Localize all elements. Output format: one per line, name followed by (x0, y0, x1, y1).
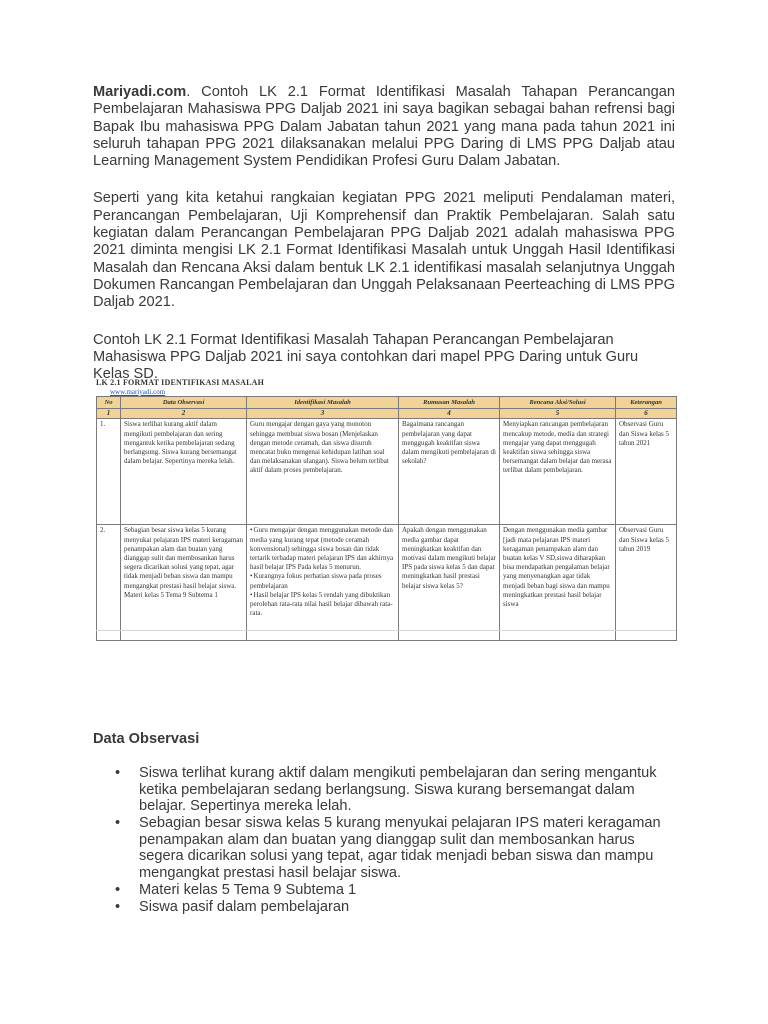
article-body (93, 84, 675, 383)
table-row (97, 419, 677, 525)
section-title: Data Observasi (93, 731, 200, 747)
intro-paragraph-3: Contoh LK 2.1 Format Identifikasi Masalah Tahapan Perancangan Pembelajaran Mahasiswa PPG Daljab 2021 ini saya contohkan dari mapel PPG Daring untuk Guru Kelas SD. (93, 331, 639, 383)
list-item-text: Siswa pasif dalam pembelajaran (139, 899, 350, 916)
brand-link[interactable]: Mariyadi.com (93, 84, 187, 100)
list-item-text: Siswa terlihat kurang aktif dalam mengikuti pembelajaran dan sering mengantuk ketika pembelajaran sedang berlangsung. Siswa kurang bersemangat dalam belajar. Sepertinya mereka lelah. (139, 765, 657, 815)
header-no: No (97, 397, 121, 409)
column-number: 4 (399, 409, 500, 419)
list-item-text: Materi kelas 5 Tema 9 Subtema 1 (139, 882, 357, 899)
observasi-list (93, 765, 673, 916)
column-number: 3 (247, 409, 399, 419)
cell-observasi: Siswa terlihat kurang aktif dalam mengikuti pembelajaran dan sering mengantuk ketika pembelajaran sedang berlangsung. Siswa kurang bersemangat dalam belajar. Sepertinya mereka lelah. (121, 419, 247, 525)
cell-keterangan: Observasi Guru dan Siswa kelas 5 tahun 2021 (616, 419, 677, 525)
list-item: • Hasil belajar IPS kelas 5 rendah yang dibuktikan perolehan rata-rata nilai hasil belajar dibawah rata-rata. (250, 591, 395, 619)
table-title: LK 2.1 FORMAT IDENTIFIKASI MASALAH (96, 378, 265, 387)
table-number-row (97, 409, 677, 419)
column-number: 1 (97, 409, 121, 419)
cell-rumusan: Apakah dengan menggunakan media gambar dapat meningkatkan keaktifan dan motivasi dalam mengikuti belajar IPS pada siswa kelas 5 dan dapat meningkatkan hasil prestasi belajar siswa kelas 5? (399, 525, 500, 641)
list-item (93, 765, 673, 815)
table-header-row (97, 397, 677, 409)
header-identifikasi: Identifikasi Masalah (247, 397, 399, 409)
column-number: 6 (616, 409, 677, 419)
list-item: • Guru mengajar dengan menggunakan metode dan media yang kurang tepat (metode ceramah konvensional) sehingga siswa bosan dan tidak tertarik terhadap materi pelajaran IPS dan akhirnya hasil belajar IPS Pada kelas 5 menurun. (250, 526, 395, 572)
header-observasi: Data Observasi (121, 397, 247, 409)
table-subtitle-link: www.mariyadi.com (110, 388, 166, 396)
cell-rumusan: Bagaimana rancangan pembelajaran yang dapat menggugah keaktifan siswa dalam mengikuti pembelajaran di sekolah? (399, 419, 500, 525)
bullet-icon: • (115, 882, 121, 899)
table-bottom-divider (96, 630, 676, 631)
intro-paragraph-2: Seperti yang kita ketahui rangkaian kegiatan PPG 2021 meliputi Pendalaman materi, Perancangan Pembelajaran, Uji Komprehensif dan Praktik Pembelajaran. Salah satu kegiatan dalam Perancangan Pembelajaran PPG Daljab 2021 adalah mahasiswa PPG 2021 diminta mengisi LK 2.1 Format Identifikasi Masalah untuk Unggah Hasil Identifikasi Masalah dan Rencana Aksi dalam bentuk LK 2.1 identifikasi masalah selanjutnya Unggah Dokumen Rancangan Pembelajaran dan Unggah Pelaksanaan Peerteaching di LMS PPG Daljab 2021. (93, 190, 675, 311)
cell-rencana: Dengan menggunakan media gambar [jadi mata pelajaran IPS materi keragaman penampakan alam dan buatan kelas V SD,siswa diharapkan bisa mendapatkan pengalaman belajar yang menyenangkan agar tidak menjadi beban bagi siswa dan mampu meningkatkan prestasi hasil belajar siswa (500, 525, 616, 641)
header-rumusan: Rumusan Masalah (399, 397, 500, 409)
lk-table-image (96, 376, 676, 638)
cell-keterangan: Observasi Guru dan Siswa kelas 5 tahun 2019 (616, 525, 677, 641)
column-number: 5 (500, 409, 616, 419)
bullet-icon: • (115, 765, 121, 781)
list-item-text: Sebagian besar siswa kelas 5 kurang menyukai pelajaran IPS materi keragaman penampakan alam dan buatan yang dianggap sulit dan membosankan harus segera dicarikan solusi yang tepat, agar tidak menjadi beban siswa dan mampu mengangkat prestasi hasil belajar siswa. (139, 815, 661, 882)
list-item (93, 815, 673, 881)
lk-table (96, 396, 677, 641)
list-item: • Kurangnya fokus perhatian siswa pada proses pembelajaran (250, 572, 395, 590)
header-keterangan: Keterangan (616, 397, 677, 409)
bullet-icon: • (115, 899, 121, 916)
bullet-icon: • (115, 815, 121, 832)
cell-identifikasi (247, 525, 399, 641)
cell-no: 1. (97, 419, 121, 525)
cell-rencana: Menyiapkan rancangan pembelajaran mencakup metode, media dan strategi mengajar yang dapat menggugah keaktifan siswa sehingga siswa bersemangat dalam belajar dan merasa terlibat dalam pembelajaran. (500, 419, 616, 525)
column-number: 2 (121, 409, 247, 419)
cell-identifikasi: Guru mengajar dengan gaya yang monoton sehingga membuat siswa bosan (Menjelaskan dengan metode ceramah, dan siswa disuruh mencatat buku mengenai kehidupan latihan soal dan melaksanakan ulangan). Siswa belum terlibat aktif dalam proses pembelajaran. (247, 419, 399, 525)
table-row (97, 525, 677, 641)
cell-observasi: Sebagian besar siswa kelas 5 kurang menyukai pelajaran IPS materi keragaman penampakan alam dan buatan yang dianggap sulit dan membosankan harus segera dicarikan solusi yang tepat, agar tidak menjadi beban siswa dan mampu mengangkat prestasi hasil belajar siswa. Materi kelas 5 Tema 9 Subtema 1 (121, 525, 247, 641)
cell-no: 2. (97, 525, 121, 641)
identifikasi-list (250, 526, 395, 618)
intro-paragraph-1 (93, 84, 675, 170)
header-rencana: Rencana Aksi/Solusi (500, 397, 616, 409)
list-item (93, 882, 673, 899)
intro-paragraph-1-text: . Contoh LK 2.1 Format Identifikasi Masalah Tahapan Perancangan Pembelajaran Mahasiswa PPG Daljab 2021 ini saya bagikan sebagai bahan refrensi bagi Bapak Ibu mahasiswa PPG Dalam Jabatan tahun 2021 yang mana pada tahun 2021 ini seluruh tahapan PPG 2021 dilaksanakan melalui PPG Daring di LMS PPG Daljab atau Learning Management System Pendidikan Profesi Guru Dalam Jabatan. (93, 84, 675, 170)
list-item (93, 899, 673, 916)
